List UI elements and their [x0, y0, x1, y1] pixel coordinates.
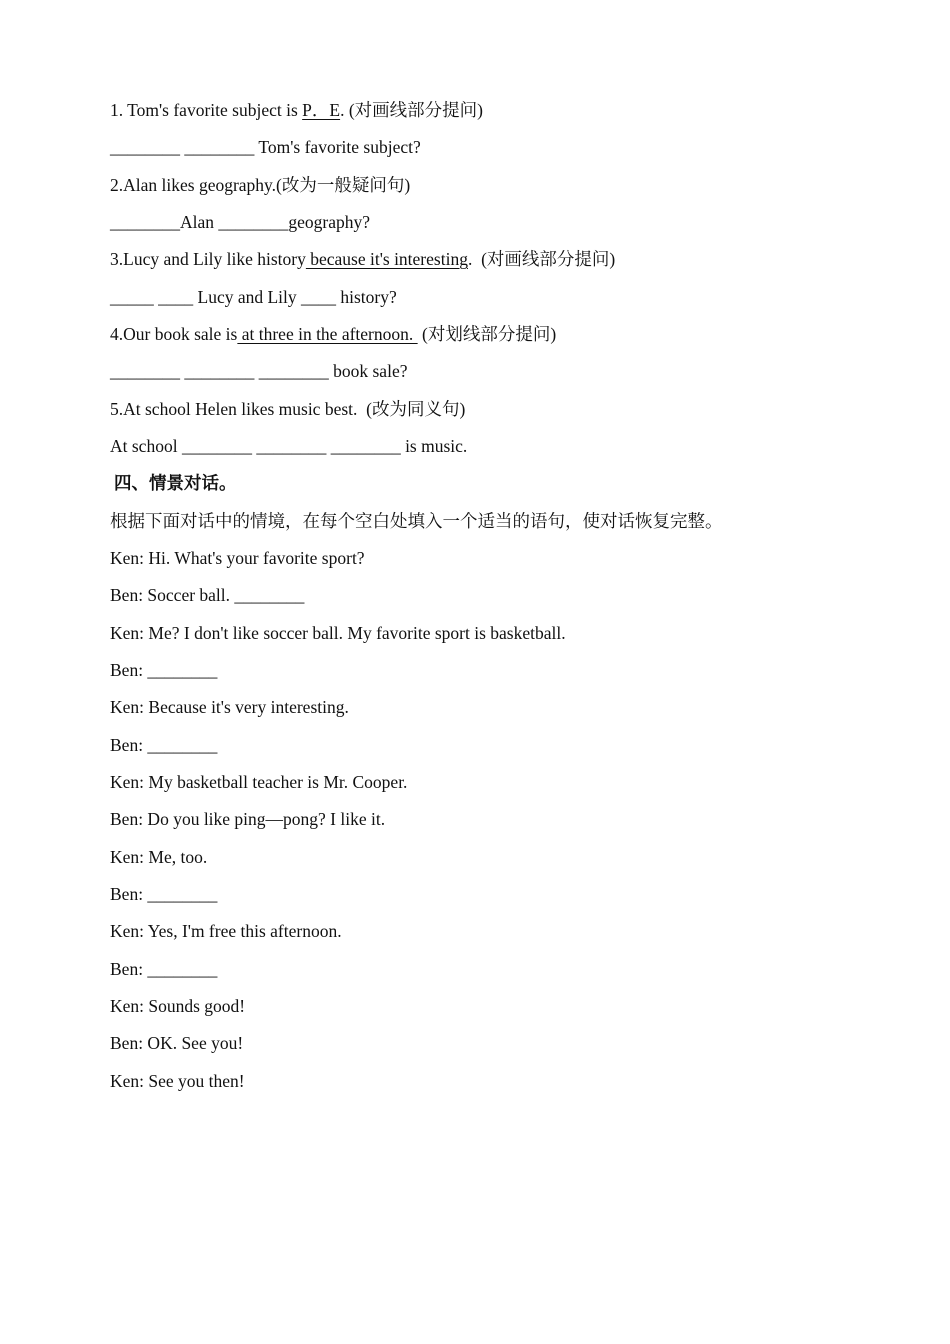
dialogue-line: Ben: ________ — [110, 660, 218, 680]
dialogue-line: Ben: OK. See you! — [110, 1033, 244, 1053]
answer-line-2: ________Alan ________geography? — [110, 212, 371, 232]
answer-line-3: _____ ____ Lucy and Lily ____ history? — [110, 287, 397, 307]
dialogue-line: Ken: See you then! — [110, 1071, 245, 1091]
dialogue-line: Ben: ________ — [110, 959, 218, 979]
underlined-part: because it's interesting — [305, 249, 468, 269]
question-instruction: (对划线部分提问) — [417, 324, 557, 344]
question-text: 4.Our book sale is — [110, 324, 238, 344]
dialogue-line: Ken: Sounds good! — [110, 996, 246, 1016]
question-text: 1. Tom's favorite subject is — [110, 100, 303, 120]
question-text: 3.Lucy and Lily like history — [110, 249, 306, 269]
answer-line-4: ________ ________ ________ book sale? — [110, 361, 408, 381]
underlined-part: P．E — [302, 100, 341, 120]
dialogue-line: Ben: ________ — [110, 735, 218, 755]
question-text: 2.Alan likes geography.(改为一般疑问句) — [110, 175, 411, 195]
underlined-part: at three in the afternoon. — [237, 324, 418, 344]
dialogue-line: Ken: Hi. What's your favorite sport? — [110, 548, 365, 568]
question-instruction: . (对画线部分提问) — [467, 249, 616, 269]
question-instruction: . (对画线部分提问) — [340, 100, 483, 120]
section-heading: 四、情景对话。 — [114, 473, 237, 493]
dialogue-line: Ken: Because it's very interesting. — [110, 697, 349, 717]
question-1 — [110, 97, 483, 123]
question-4 — [110, 321, 556, 347]
question-2 — [110, 172, 410, 198]
dialogue-line: Ken: Yes, I'm free this afternoon. — [110, 921, 342, 941]
answer-line-1: ________ ________ Tom's favorite subject? — [110, 137, 421, 157]
answer-line-5: At school ________ ________ ________ is music. — [110, 436, 468, 456]
section-instruction: 根据下面对话中的情境，在每个空白处填入一个适当的语句，使对话恢复完整。 — [110, 511, 723, 531]
dialogue-line: Ken: My basketball teacher is Mr. Cooper. — [110, 772, 408, 792]
question-3 — [110, 246, 615, 272]
dialogue-line: Ben: Soccer ball. ________ — [110, 585, 305, 605]
dialogue-line: Ken: Me? I don't like soccer ball. My favorite sport is basketball. — [110, 623, 566, 643]
dialogue-line: Ben: Do you like ping—pong? I like it. — [110, 809, 386, 829]
question-5 — [110, 396, 465, 422]
dialogue-line: Ken: Me, too. — [110, 847, 208, 867]
dialogue-line: Ben: ________ — [110, 884, 218, 904]
question-text: 5.At school Helen likes music best. (改为同义句) — [110, 399, 466, 419]
